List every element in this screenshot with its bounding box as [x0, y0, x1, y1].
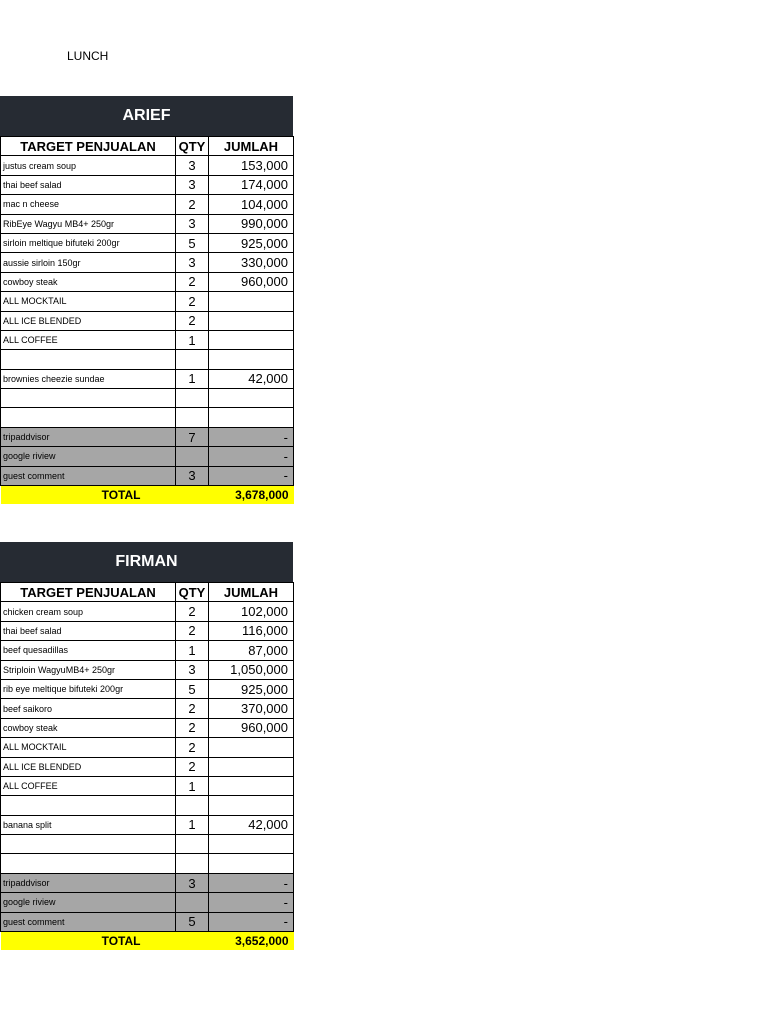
jumlah-cell — [209, 835, 294, 854]
jumlah-cell: 104,000 — [209, 195, 294, 214]
jumlah-cell: - — [209, 466, 294, 485]
jumlah-cell: - — [209, 873, 294, 892]
jumlah-cell — [209, 776, 294, 795]
item-row — [1, 679, 294, 698]
item-cell: ALL MOCKTAIL — [1, 738, 176, 757]
item-row — [1, 272, 294, 291]
qty-cell: 2 — [176, 602, 209, 621]
item-cell: RibEye Wagyu MB4+ 250gr — [1, 214, 176, 233]
jumlah-cell: - — [209, 912, 294, 931]
qty-cell: 3 — [176, 660, 209, 679]
col-header-item: TARGET PENJUALAN — [1, 583, 176, 602]
jumlah-cell — [209, 738, 294, 757]
total-value: 3,678,000 — [209, 486, 294, 505]
item-cell: sirloin meltique bifuteki 200gr — [1, 233, 176, 252]
qty-cell: 5 — [176, 912, 209, 931]
item-row — [1, 214, 294, 233]
jumlah-cell: 330,000 — [209, 253, 294, 272]
item-row — [1, 292, 294, 311]
qty-cell: 2 — [176, 757, 209, 776]
qty-cell — [176, 389, 209, 408]
item-row — [1, 854, 294, 873]
item-cell — [1, 854, 176, 873]
qty-cell: 3 — [176, 873, 209, 892]
review-row — [1, 893, 294, 912]
qty-cell: 2 — [176, 195, 209, 214]
qty-cell: 2 — [176, 621, 209, 640]
qty-cell — [176, 447, 209, 466]
item-cell: beef saikoro — [1, 699, 176, 718]
sales-table — [0, 582, 294, 950]
qty-cell: 1 — [176, 330, 209, 349]
item-cell: brownies cheezie sundae — [1, 369, 176, 388]
jumlah-cell — [209, 330, 294, 349]
jumlah-cell: 116,000 — [209, 621, 294, 640]
jumlah-cell: 102,000 — [209, 602, 294, 621]
total-value: 3,652,000 — [209, 932, 294, 951]
item-cell — [1, 796, 176, 815]
jumlah-cell — [209, 311, 294, 330]
item-row — [1, 660, 294, 679]
review-row — [1, 466, 294, 485]
qty-cell: 7 — [176, 427, 209, 446]
qty-cell — [176, 350, 209, 369]
total-row — [1, 932, 294, 951]
qty-cell: 3 — [176, 466, 209, 485]
qty-cell — [176, 796, 209, 815]
item-cell: aussie sirloin 150gr — [1, 253, 176, 272]
item-row — [1, 175, 294, 194]
item-cell — [1, 408, 176, 427]
col-header-jumlah: JUMLAH — [209, 583, 294, 602]
item-row — [1, 369, 294, 388]
total-label: TOTAL — [1, 932, 209, 951]
qty-cell: 1 — [176, 369, 209, 388]
item-cell: tripaddvisor — [1, 873, 176, 892]
qty-cell: 3 — [176, 156, 209, 175]
total-label: TOTAL — [1, 486, 209, 505]
col-header-qty: QTY — [176, 137, 209, 156]
jumlah-cell — [209, 796, 294, 815]
header-row — [1, 137, 294, 156]
item-row — [1, 699, 294, 718]
qty-cell: 2 — [176, 311, 209, 330]
qty-cell — [176, 854, 209, 873]
jumlah-cell: - — [209, 427, 294, 446]
qty-cell — [176, 893, 209, 912]
item-row — [1, 389, 294, 408]
qty-cell: 2 — [176, 738, 209, 757]
qty-cell — [176, 835, 209, 854]
item-cell: google riview — [1, 893, 176, 912]
qty-cell: 1 — [176, 641, 209, 660]
qty-cell: 5 — [176, 679, 209, 698]
qty-cell: 2 — [176, 292, 209, 311]
item-row — [1, 641, 294, 660]
jumlah-cell: 42,000 — [209, 369, 294, 388]
item-row — [1, 602, 294, 621]
item-row — [1, 835, 294, 854]
item-row — [1, 776, 294, 795]
item-row — [1, 233, 294, 252]
jumlah-cell — [209, 854, 294, 873]
item-cell: banana split — [1, 815, 176, 834]
item-row — [1, 796, 294, 815]
item-row — [1, 350, 294, 369]
item-cell: mac n cheese — [1, 195, 176, 214]
jumlah-cell — [209, 389, 294, 408]
item-row — [1, 195, 294, 214]
sales-table — [0, 136, 294, 504]
jumlah-cell: 174,000 — [209, 175, 294, 194]
item-row — [1, 330, 294, 349]
item-cell: ALL COFFEE — [1, 330, 176, 349]
lunch-label: LUNCH — [67, 49, 109, 63]
qty-cell: 5 — [176, 233, 209, 252]
item-row — [1, 738, 294, 757]
qty-cell — [176, 408, 209, 427]
item-cell: tripaddvisor — [1, 427, 176, 446]
jumlah-cell: 42,000 — [209, 815, 294, 834]
item-cell: chicken cream soup — [1, 602, 176, 621]
jumlah-cell: 960,000 — [209, 718, 294, 737]
item-cell: ALL COFFEE — [1, 776, 176, 795]
qty-cell: 1 — [176, 815, 209, 834]
jumlah-cell — [209, 757, 294, 776]
block-title: ARIEF — [0, 96, 293, 136]
item-cell: rib eye meltique bifuteki 200gr — [1, 679, 176, 698]
item-cell: google riview — [1, 447, 176, 466]
qty-cell: 3 — [176, 253, 209, 272]
qty-cell: 3 — [176, 214, 209, 233]
item-row — [1, 621, 294, 640]
header-row — [1, 583, 294, 602]
item-row — [1, 408, 294, 427]
review-row — [1, 912, 294, 931]
qty-cell: 3 — [176, 175, 209, 194]
sales-block-firman — [0, 542, 293, 950]
jumlah-cell — [209, 292, 294, 311]
qty-cell: 2 — [176, 699, 209, 718]
qty-cell: 2 — [176, 272, 209, 291]
item-row — [1, 815, 294, 834]
item-cell: beef quesadillas — [1, 641, 176, 660]
jumlah-cell: 960,000 — [209, 272, 294, 291]
qty-cell: 1 — [176, 776, 209, 795]
item-cell: ALL MOCKTAIL — [1, 292, 176, 311]
col-header-jumlah: JUMLAH — [209, 137, 294, 156]
qty-cell: 2 — [176, 718, 209, 737]
item-cell: thai beef salad — [1, 175, 176, 194]
item-row — [1, 156, 294, 175]
item-cell: cowboy steak — [1, 718, 176, 737]
jumlah-cell: - — [209, 447, 294, 466]
review-row — [1, 873, 294, 892]
jumlah-cell: - — [209, 893, 294, 912]
jumlah-cell: 925,000 — [209, 679, 294, 698]
item-cell: guest comment — [1, 466, 176, 485]
jumlah-cell: 990,000 — [209, 214, 294, 233]
item-cell: ALL ICE BLENDED — [1, 311, 176, 330]
item-cell: ALL ICE BLENDED — [1, 757, 176, 776]
item-row — [1, 718, 294, 737]
jumlah-cell — [209, 350, 294, 369]
item-cell: cowboy steak — [1, 272, 176, 291]
review-row — [1, 427, 294, 446]
item-cell — [1, 835, 176, 854]
jumlah-cell: 1,050,000 — [209, 660, 294, 679]
block-title: FIRMAN — [0, 542, 293, 582]
jumlah-cell — [209, 408, 294, 427]
total-row — [1, 486, 294, 505]
item-cell — [1, 389, 176, 408]
item-cell: Striploin WagyuMB4+ 250gr — [1, 660, 176, 679]
jumlah-cell: 153,000 — [209, 156, 294, 175]
item-cell: thai beef salad — [1, 621, 176, 640]
review-row — [1, 447, 294, 466]
item-cell: guest comment — [1, 912, 176, 931]
item-row — [1, 757, 294, 776]
jumlah-cell: 925,000 — [209, 233, 294, 252]
jumlah-cell: 87,000 — [209, 641, 294, 660]
item-row — [1, 311, 294, 330]
item-cell: justus cream soup — [1, 156, 176, 175]
jumlah-cell: 370,000 — [209, 699, 294, 718]
sales-block-arief — [0, 96, 293, 504]
item-row — [1, 253, 294, 272]
col-header-item: TARGET PENJUALAN — [1, 137, 176, 156]
col-header-qty: QTY — [176, 583, 209, 602]
item-cell — [1, 350, 176, 369]
